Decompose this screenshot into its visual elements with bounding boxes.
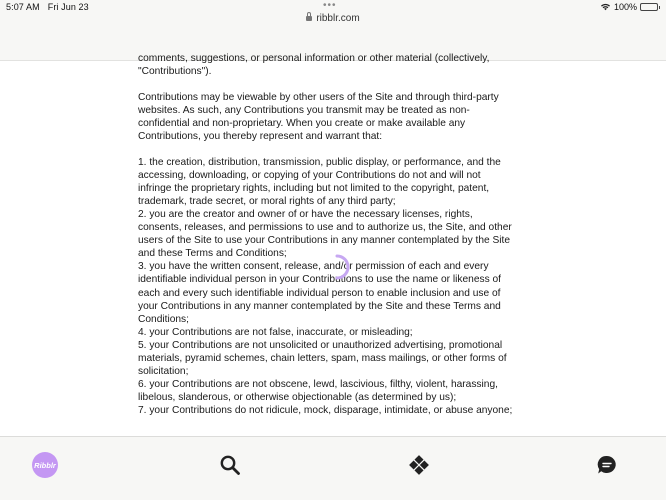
- chat-bubble-icon: [596, 454, 618, 476]
- loading-spinner-icon: [334, 254, 348, 280]
- status-bar: [0, 0, 666, 28]
- multitask-dots[interactable]: •••: [323, 0, 337, 11]
- nav-messages[interactable]: [592, 450, 622, 480]
- address-url: ribblr.com: [316, 13, 360, 24]
- intro-fragment: comments, suggestions, or personal information or other material (collectively, "Contributions").: [138, 53, 490, 78]
- list-item: 4. your Contributions are not false, inaccurate, or misleading;: [138, 326, 413, 338]
- battery-percent: 100%: [613, 2, 637, 12]
- wifi-icon: [600, 3, 611, 11]
- diamond-grid-icon: [408, 454, 430, 476]
- lock-icon: [306, 16, 312, 21]
- battery-icon: [640, 3, 658, 11]
- status-left: [6, 2, 97, 12]
- list-item: 6. your Contributions are not obscene, lewd, lascivious, filthy, violent, harassing, libelous, slanderous, or otherwise objectionable (as determined by us);: [138, 379, 498, 404]
- avatar: Ribblr: [32, 452, 58, 478]
- address-bar[interactable]: [0, 13, 666, 24]
- nav-patterns[interactable]: [404, 450, 434, 480]
- list-item: 1. the creation, distribution, transmission, public display, or performance, and the accessing, downloading, or copying of your Contributions do not and will not infringe the proprietary rights, including but not limited to the copyright, patent, trademark, trade secret, or moral rights of any third party;: [138, 156, 501, 207]
- list-item: 5. your Contributions are not unsolicited or unauthorized advertising, promotional materials, pyramid schemes, chain letters, spam, mass mailings, or other forms of solicitation;: [138, 339, 507, 378]
- list-item: 2. you are the creator and owner of or have the necessary licenses, rights, consents, releases, and permissions to use and to authorize us, the Site, and other users of the Site to use your Contributions in any manner contemplated by the Site and these Terms and Conditions;: [138, 208, 512, 260]
- bottom-nav: [0, 436, 666, 500]
- content-viewport[interactable]: [0, 53, 666, 437]
- status-time: 5:07 AM: [6, 2, 40, 12]
- nav-search[interactable]: [215, 450, 245, 480]
- list-item: 7. your Contributions do not ridicule, mock, disparage, intimidate, or abuse anyone;: [138, 405, 513, 417]
- status-right: [600, 2, 658, 12]
- terms-content: [138, 52, 516, 417]
- status-date: Fri Jun 23: [47, 2, 89, 12]
- list-item: 3. you have the written consent, release, and/or permission of each and every identifiable individual person in your Contributions to use the name or likeness of each and every such identifiable individual person to enable inclusion and use of your Contributions in any manner contemplated by the Site and these Terms and Conditions;: [138, 261, 501, 325]
- contributions-paragraph: Contributions may be viewable by other users of the Site and through third-party websites. As such, any Contributions you transmit may be treated as non-confidential and non-proprietary. When you create or make available any Contributions, you thereby represent and warrant that:: [138, 91, 499, 142]
- search-icon: [219, 454, 241, 476]
- nav-profile[interactable]: [30, 450, 60, 480]
